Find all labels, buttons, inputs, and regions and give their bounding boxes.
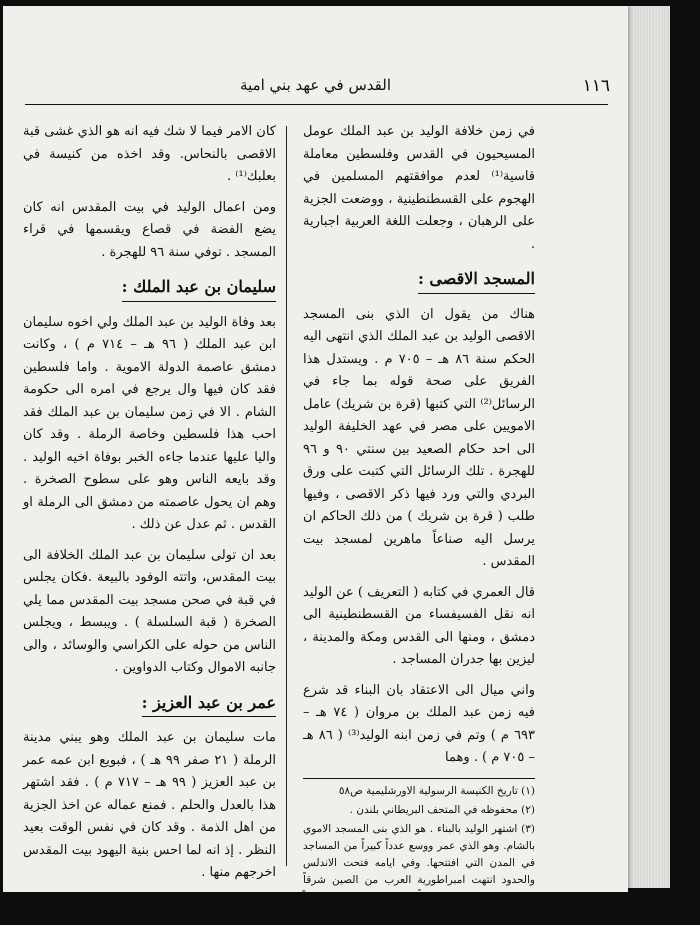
section-heading: عمر بن عبد العزيز : <box>142 692 276 718</box>
section-heading: المسجد الاقصى : <box>418 268 535 294</box>
column-divider <box>286 126 287 866</box>
section-heading: سليمان بن عبد الملك : <box>122 276 276 302</box>
paragraph: هناك من يقول ان الذي بنى المسجد الاقصى الوليد بن عبد الملك الذي انتهى اليه الحكم سنة ٨٦ هـ – ٧٠٥ م . ويستدل هذا الفريق على صحة قوله بما جاء في الرسائل⁽²⁾ التي كتبها (قرة بن شريك) عامل الامويين على مصر في عهد الخليفة الوليد الى احد حكام الصعيد بين سنتي ٩٠ و ٩٦ للهجرة . تلك الرسائل التي كتبت على ورق البردي والتي ورد فيها ذكر الاقصى ، وفيها طلب ( قرة بن شريك ) من ذلك الحاكم ان يرسل اليه صناعاً ماهرين لمسجد بيت المقدس . <box>303 306 536 569</box>
footnotes <box>303 783 535 923</box>
right-column <box>303 121 535 925</box>
footnote: (٢) محفوظه في المتحف البريطاني بلندن . <box>349 803 535 816</box>
footnote: (١) (خطط الشام) لمحمد كرد علي ،ص٢٦٦. <box>85 899 276 912</box>
paragraph: مات سليمان بن عبد الملك وهو يبني مدينة الرملة ( ٢١ صفر ٩٩ هـ ) ، فبويع ابن عمه عمر بن عبد العزيز ( ٩٩ هـ – ٧١٧ م ) . فقد اشتهر هذا بالعدل والحلم . فمنع عماله عن اخذ الجزية من اهل الذمة . وقد كان في نفس الوقت بعيد النظر . إذ انه لما احس بنية اليهود بيت المقدس اخرجهم منها . <box>23 730 276 880</box>
header-rule <box>25 104 608 105</box>
footnote: (١) تاريخ الكنيسة الرسولية الاورشليمية ص٥٨ <box>338 784 535 797</box>
paragraph: بعد وفاة الوليد بن عبد الملك ولي اخوه سليمان ابن عبد الملك ( ٩٦ هـ – ٧١٤ م ) ، وكانت دمشق عاصمة الدولة الاموية . واما فلسطين فقد كان فيها وال يرجع في امره الى حكومة الشام . الا في زمن سليمان بن عبد الملك فقد احب هذا فلسطين وخاصة الرملة . وقد كان واليا عليها عندما جاءه الخبر بوفاة اخيه الوليد . وقد بايعه الناس وهو على سطوح الصخرة . وهم ان يحول عاصمته من دمشق الى الرملة او القدس . ثم عدل عن ذلك . <box>23 314 276 532</box>
running-title: القدس في عهد بني امية <box>240 76 391 94</box>
book-page <box>3 6 628 920</box>
paragraph: قال العمري في كتابه ( التعريف ) عن الوليد انه نقل الفسيفساء من القسطنطينية الى دمشق ، ومنها الى القدس ومكة والمدينة ، ليزين بها جدران المساجد . <box>303 584 535 667</box>
footnote-rule <box>23 893 276 894</box>
paragraph: واني ميال الى الاعتقاد بان البناء قد شرع فيه زمن عبد الملك بن مروان ( ٧٤ هـ – ٦٩٣ م ) وتم في زمن ابنه الوليد⁽³⁾ ( ٨٦ هـ – ٧٠٥ م ) . وهما <box>303 682 536 765</box>
paragraph: كان الامر فيما لا شك فيه انه هو الذي غشى قبة الاقصى بالنحاس. وقد اخذه من كنيسة في بعلبك⁽¹⁾ . <box>23 124 276 184</box>
page-number: ١١٦ <box>582 76 610 96</box>
footnote-rule <box>303 778 535 779</box>
paragraph: ومن اعمال الوليد في بيت المقدس انه كان يضع الفضة في قصاع ويقسمها في قراء المسجد . توفي سنة ٩٦ للهجرة . <box>23 199 276 260</box>
paragraph: في زمن خلافة الوليد بن عبد الملك عومل المسيحيون في القدس وفلسطين معاملة قاسية⁽¹⁾ لعدم موافقتهم المسلمين في الهجوم على القسطنطينية ، ووضعت الجزية على الرهبان ، وجعلت اللغة العربية اجبارية . <box>303 124 535 252</box>
footnote: (٣) اشتهر الوليد بالبناء . هو الذي بنى المسجد الاموي بالشام. وهو الذي عمر ووسع عدداً كبيراً من المساجد في المدن التي افتتحها. وفي ايامه فتحت الاندلس والحدود انتهت امبراطورية العرب من الصين شرقاً الى المحيط الاطلنطي غرباً ، ومن البحر الاسود شمالاً الى صعيد مصر جنوباً . <box>303 822 535 920</box>
left-column <box>23 121 276 923</box>
page-header <box>21 76 610 96</box>
paragraph: بعد ان تولى سليمان بن عبد الملك الخلافة الى بيت المقدس، واتته الوفود بالبيعة .فكان يجلس في قبة في صحن مسجد بيت المقدس مما يلي الصخرة ( قبة السلسلة ) . ويبسط ، ويجلس الناس من حوله على الكراسي والوسائد ، والى جانبه الاموال وكتاب الدواوين . <box>23 547 276 675</box>
page-stack-edge <box>624 6 670 888</box>
